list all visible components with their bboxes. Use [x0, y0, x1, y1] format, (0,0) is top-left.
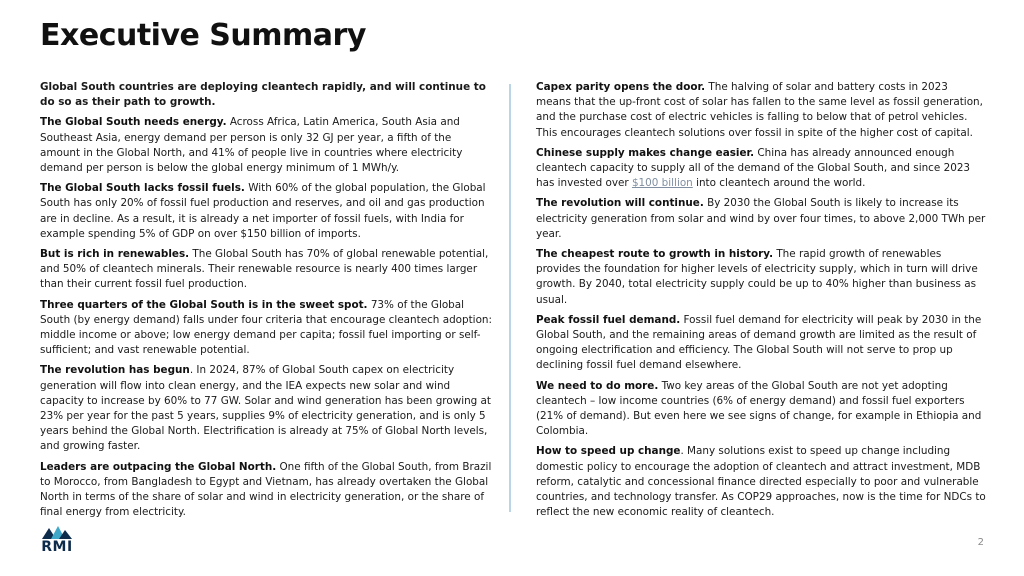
- paragraph-body: The rapid growth of renewables provides the foundation for higher levels of electricity supply, which in turn will drive growth. By 2040, total electricity supply could be up to 40% higher than business as usual.: [536, 248, 978, 306]
- paragraph-renewables: [40, 247, 494, 293]
- paragraph-do-more: [536, 379, 986, 440]
- paragraph-sweet-spot: [40, 298, 494, 359]
- paragraph-heading: The revolution has begun: [40, 364, 190, 377]
- paragraph-heading: But is rich in renewables.: [40, 248, 190, 261]
- paragraph-speed-up: [536, 444, 986, 520]
- paragraph-chinese-supply: [536, 146, 986, 192]
- paragraph-heading: Three quarters of the Global South is in the sweet spot.: [40, 298, 368, 311]
- paragraph-heading: The revolution will continue.: [536, 197, 704, 210]
- paragraph-body: . Many solutions exist to speed up change including domestic policy to encourage the adoption of cleantech and attract investment, MDB reform, catalytic and concessional finance directed especially to poor and vulnerable countries, and technology transfer. As COP29 approaches, now is the time for NDCs to reflect the new economic reality of cleantech.: [536, 445, 986, 519]
- paragraph-body: Two key areas of the Global South are not yet adopting cleantech – low income countries (6% of energy demand) and fossil fuel exporters (21% of demand). But even here we see signs of change, for example in Ethiopia and Colombia.: [536, 379, 982, 438]
- page-title: Executive Summary: [40, 18, 366, 53]
- paragraph-revolution-begun: [40, 363, 494, 454]
- left-column: [40, 80, 494, 525]
- paragraph-body: Fossil fuel demand for electricity will peak by 2030 in the Global South, and the remaining areas of demand growth are limited as the result of ongoing electrification and efficiency. The Global South will not serve to prop up declining fossil fuel demand elsewhere.: [536, 313, 982, 372]
- paragraph-body: into cleantech around the world.: [692, 177, 866, 190]
- paragraph-leaders: [40, 460, 494, 521]
- mountain-logo-icon: [40, 524, 74, 540]
- paragraph-revolution-continue: [536, 196, 986, 242]
- investment-link[interactable]: $100 billion: [631, 177, 693, 190]
- page-number: 2: [977, 537, 984, 548]
- paragraph-fossil-fuels: [40, 181, 494, 242]
- paragraph-heading: Chinese supply makes change easier.: [536, 146, 755, 159]
- logo-text: RMI: [41, 539, 73, 555]
- rmi-logo: [40, 524, 74, 558]
- paragraph-heading: The Global South lacks fossil fuels.: [40, 182, 245, 195]
- paragraph-cheapest-route: [536, 247, 986, 308]
- paragraph-heading: The cheapest route to growth in history.: [536, 248, 774, 261]
- paragraph-body: . In 2024, 87% of Global South capex on electricity generation will flow into clean energy, and the IEA expects new solar and wind capacity to increase by 60% to 77 GW. Solar and wind generation has been growing at 23% per year for the past 5 years, supplies 9% of electricity generation, and is only 5 years behind the Global North. Electrification is already at 75% of Global North levels, and growing faster.: [40, 364, 492, 453]
- paragraph-body: China has already announced enough cleantech capacity to supply all of the demand of the Global South, and since 2023 has invested over: [536, 146, 971, 190]
- paragraph-energy-need: [40, 115, 494, 176]
- paragraph-body: The halving of solar and battery costs in 2023 means that the up-front cost of solar has fallen to the same level as fossil generation, and the purchase cost of electric vehicles is falling to below that of petrol vehicles. This encourages cleantech solutions over fossil in spite of the higher cost of capital.: [536, 81, 983, 139]
- paragraph-heading: Leaders are outpacing the Global North.: [40, 460, 277, 473]
- paragraph-body: One fifth of the Global South, from Brazil to Morocco, from Bangladesh to Egypt and Vietnam, has already overtaken the Global North in terms of the share of solar and wind in electricity generation, or the share of final energy from electricity.: [40, 460, 492, 519]
- lead-statement: Global South countries are deploying cleantech rapidly, and will continue to do so as their path to growth.: [40, 81, 486, 109]
- column-divider: [509, 84, 511, 512]
- paragraph-peak-fossil: [536, 313, 986, 374]
- paragraph-heading: How to speed up change: [536, 445, 681, 458]
- paragraph-body: The Global South has 70% of global renewable potential, and 50% of cleantech minerals. Their renewable resource is nearly 400 times larger than their current fossil fuel production.: [40, 248, 489, 291]
- paragraph-heading: Peak fossil fuel demand.: [536, 313, 681, 326]
- paragraph-body: By 2030 the Global South is likely to increase its electricity generation from solar and wind by over four times, to above 2,000 TWh per year.: [536, 197, 986, 240]
- paragraph-body: With 60% of the global population, the Global South has only 20% of fossil fuel production and reserves, and oil and gas production are in decline. As a result, it is already a net importer of fossil fuels, with India for example spending 5% of GDP on over $150 billion of imports.: [40, 182, 486, 240]
- paragraph-capex-parity: [536, 80, 986, 141]
- right-column: [536, 80, 986, 525]
- paragraph-heading: The Global South needs energy.: [40, 116, 227, 129]
- paragraph-heading: Capex parity opens the door.: [536, 81, 706, 93]
- paragraph-heading: We need to do more.: [536, 379, 659, 392]
- paragraph-body: Across Africa, Latin America, South Asia and Southeast Asia, energy demand per person is only 32 GJ per year, a fifth of the amount in the Global North, and 41% of people live in countries where electricity demand per person is below the global energy minimum of 1 MWh/y.: [40, 116, 463, 175]
- paragraph-body: 73% of the Global South (by energy demand) falls under four criteria that encourage cleantech adoption: middle income or above; low energy demand per capita; fossil fuel importing or self-sufficient; and vast renewable potential.: [40, 298, 493, 357]
